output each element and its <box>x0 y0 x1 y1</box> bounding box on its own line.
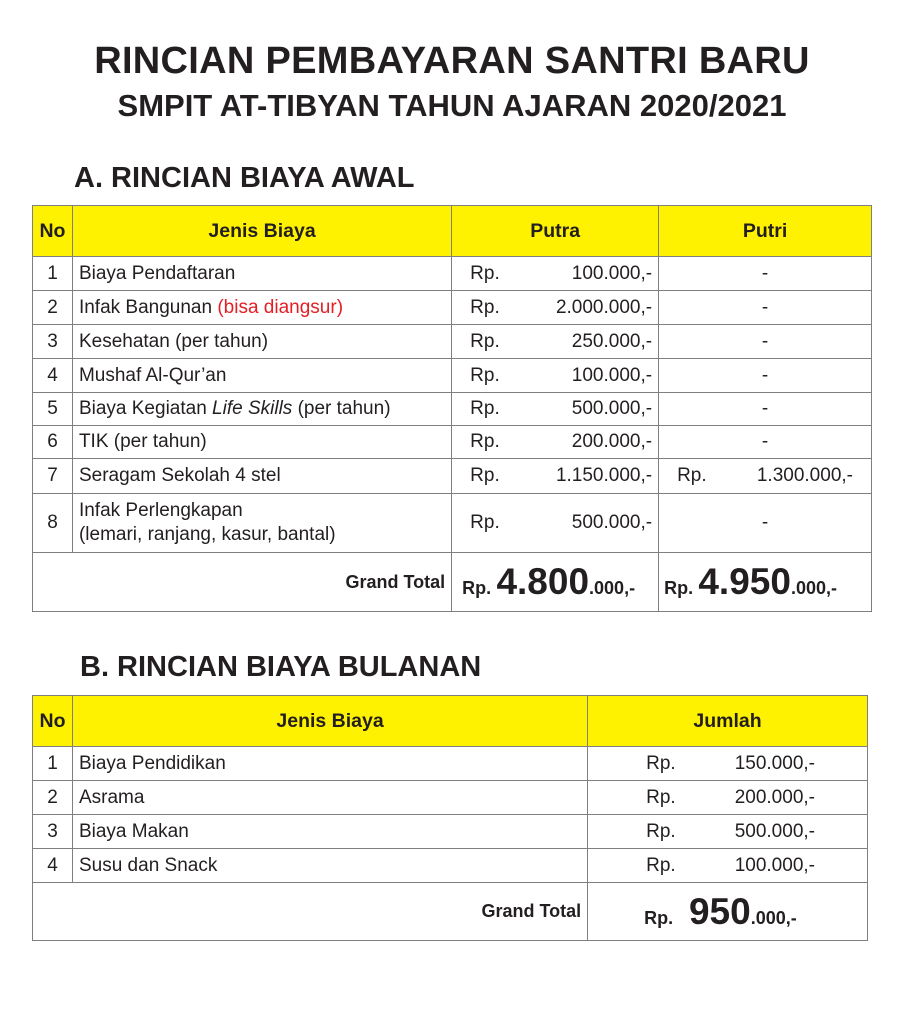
amount-value: 100.000,- <box>571 364 653 386</box>
row-number: 4 <box>33 849 73 883</box>
table-row <box>33 291 872 325</box>
row-number: 1 <box>33 257 73 291</box>
fee-name: Biaya Makan <box>72 815 587 849</box>
putra-amount <box>452 494 659 553</box>
fee-name: TIK (per tahun) <box>72 426 451 459</box>
col-header-jenis-biaya: Jenis Biaya <box>72 696 587 747</box>
fee-name: Kesehatan (per tahun) <box>72 325 451 359</box>
table-row <box>33 494 872 553</box>
currency-label: Rp. <box>470 512 500 533</box>
putri-amount: - <box>659 359 872 393</box>
row-number: 1 <box>33 747 73 781</box>
putri-amount: - <box>659 393 872 426</box>
grand-total-currency: Rp. <box>462 578 492 598</box>
fee-name-suffix: (per tahun) <box>292 398 391 419</box>
grand-total-major: 950 <box>688 890 751 932</box>
fee-name: Seragam Sekolah 4 stel <box>72 459 451 494</box>
fee-name: Asrama <box>72 781 587 815</box>
table-row <box>33 426 872 459</box>
fee-name <box>72 291 451 325</box>
amount-value: 100.000,- <box>571 262 653 284</box>
grand-total-currency: Rp. <box>664 578 694 598</box>
currency-label: Rp. <box>677 465 707 486</box>
currency-label: Rp. <box>646 854 676 876</box>
jumlah-amount <box>588 849 868 883</box>
currency-label: Rp. <box>470 431 500 452</box>
putri-amount: - <box>659 325 872 359</box>
fee-name-italic: Life Skills <box>212 398 293 419</box>
row-number: 7 <box>33 459 73 494</box>
grand-total-minor: .000,- <box>589 578 636 598</box>
amount-value: 2.000.000,- <box>555 296 653 318</box>
grand-total-major: 4.950 <box>698 561 791 602</box>
fee-name-line1: Infak Perlengkapan <box>78 500 243 521</box>
putri-amount: - <box>659 257 872 291</box>
fee-name-text: Biaya Kegiatan <box>78 398 213 419</box>
fee-name-line2: (lemari, ranjang, kasur, bantal) <box>78 524 336 545</box>
row-number: 3 <box>33 325 73 359</box>
table-row <box>33 393 872 426</box>
table-row <box>33 257 872 291</box>
putra-amount <box>452 257 659 291</box>
putri-amount: - <box>659 426 872 459</box>
row-number: 8 <box>33 494 73 553</box>
col-header-jenis-biaya: Jenis Biaya <box>72 206 451 257</box>
currency-label: Rp. <box>646 752 676 774</box>
table-header-row <box>33 696 868 747</box>
table-row <box>33 815 868 849</box>
row-number: 5 <box>33 393 73 426</box>
page-subtitle: SMPIT AT-TIBYAN TAHUN AJARAN 2020/2021 <box>117 88 787 123</box>
grand-total-putri <box>659 553 872 612</box>
grand-total-currency: Rp. <box>644 907 674 928</box>
grand-total-putra <box>452 553 659 612</box>
putri-amount: - <box>659 494 872 553</box>
table-header-row <box>33 206 872 257</box>
grand-total-label: Grand Total <box>33 553 452 612</box>
fee-name: Susu dan Snack <box>72 849 587 883</box>
amount-value: 150.000,- <box>734 752 815 774</box>
row-number: 2 <box>33 291 73 325</box>
installment-note: (bisa diangsur) <box>217 296 344 318</box>
row-number: 2 <box>33 781 73 815</box>
amount-value: 100.000,- <box>734 854 815 876</box>
jumlah-amount <box>588 747 868 781</box>
page-title: RINCIAN PEMBAYARAN SANTRI BARU <box>94 40 810 82</box>
putra-amount <box>452 459 659 494</box>
grand-total-row <box>33 883 868 941</box>
amount-value: 500.000,- <box>734 820 815 842</box>
table-row <box>33 459 872 494</box>
putra-amount <box>452 359 659 393</box>
col-header-putra: Putra <box>452 206 659 257</box>
grand-total-minor: .000,- <box>790 578 837 598</box>
section-b-heading: B. RINCIAN BIAYA BULANAN <box>80 651 482 683</box>
currency-label: Rp. <box>470 364 500 386</box>
currency-label: Rp. <box>470 330 500 352</box>
table-row <box>33 781 868 815</box>
currency-label: Rp. <box>470 465 500 486</box>
putri-amount: - <box>659 291 872 325</box>
amount-value: 1.150.000,- <box>555 465 653 486</box>
fee-name: Biaya Pendidikan <box>72 747 587 781</box>
amount-value: 250.000,- <box>571 330 653 352</box>
currency-label: Rp. <box>470 262 500 284</box>
table-row <box>33 849 868 883</box>
grand-total-minor: .000,- <box>750 907 797 928</box>
amount-value: 200.000,- <box>734 786 815 808</box>
currency-label: Rp. <box>646 786 676 808</box>
table-row <box>33 747 868 781</box>
amount-value: 1.300.000,- <box>756 465 853 486</box>
currency-label: Rp. <box>470 398 500 419</box>
grand-total-row <box>33 553 872 612</box>
row-number: 3 <box>33 815 73 849</box>
col-header-no: No <box>33 696 73 747</box>
table-row <box>33 359 872 393</box>
fee-name <box>72 393 451 426</box>
putra-amount <box>452 325 659 359</box>
currency-label: Rp. <box>646 820 676 842</box>
jumlah-amount <box>588 781 868 815</box>
row-number: 6 <box>33 426 73 459</box>
putra-amount <box>452 291 659 325</box>
grand-total-major: 4.800 <box>496 561 590 602</box>
fee-name-text: Infak Bangunan <box>78 296 218 318</box>
col-header-putri: Putri <box>659 206 872 257</box>
amount-value: 500.000,- <box>571 398 653 419</box>
grand-total-jumlah <box>588 883 868 941</box>
jumlah-amount <box>588 815 868 849</box>
amount-value: 500.000,- <box>571 512 653 533</box>
putri-amount <box>659 459 872 494</box>
col-header-jumlah: Jumlah <box>588 696 868 747</box>
row-number: 4 <box>33 359 73 393</box>
col-header-no: No <box>33 206 73 257</box>
table-row <box>33 325 872 359</box>
fee-name: Biaya Pendaftaran <box>72 257 451 291</box>
fee-name: Mushaf Al-Qur’an <box>72 359 451 393</box>
currency-label: Rp. <box>470 296 500 318</box>
putra-amount <box>452 426 659 459</box>
monthly-fees-table <box>32 695 868 941</box>
grand-total-label: Grand Total <box>33 883 588 941</box>
amount-value: 200.000,- <box>571 431 653 452</box>
section-a-heading: A. RINCIAN BIAYA AWAL <box>74 162 415 194</box>
initial-fees-table <box>32 205 872 612</box>
fee-name <box>72 494 451 553</box>
putra-amount <box>452 393 659 426</box>
